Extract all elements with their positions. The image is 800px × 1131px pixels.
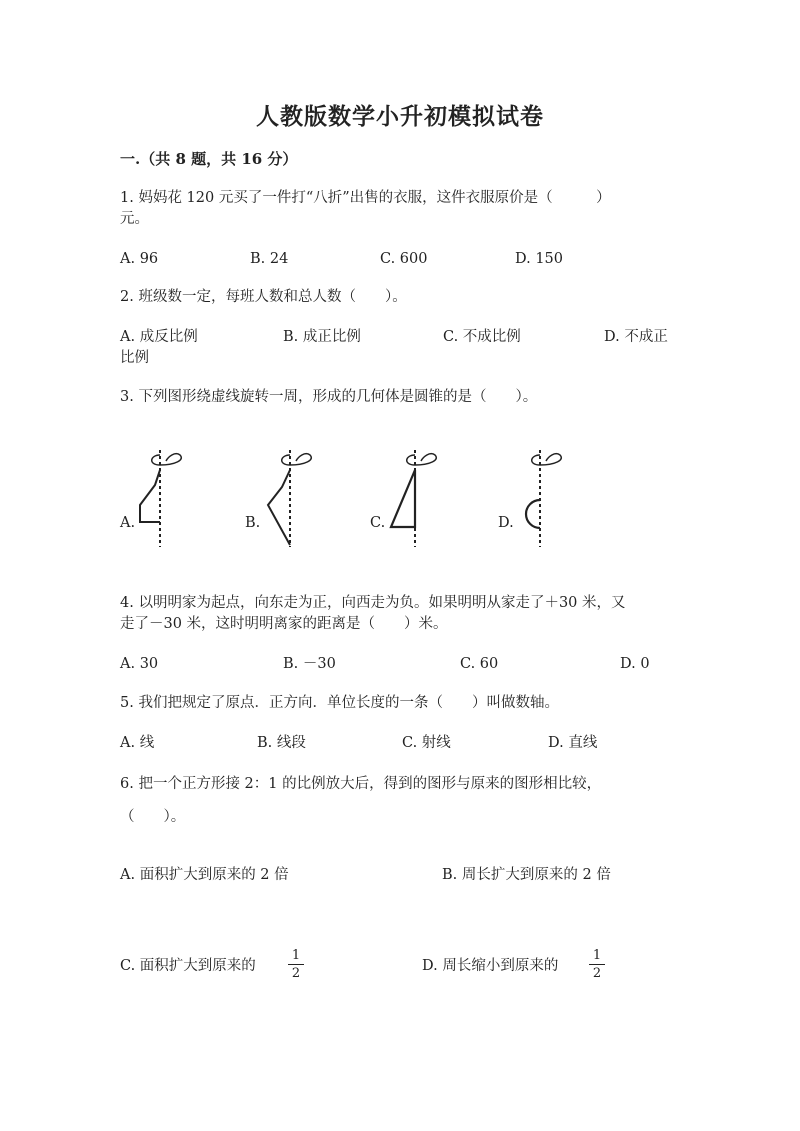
fraction-one-half-c <box>288 948 304 981</box>
question-4-option-d[interactable]: D. 0 <box>620 656 650 672</box>
figure-d-semicircle <box>510 445 570 550</box>
question-1-option-b[interactable]: B. 24 <box>250 251 289 267</box>
question-4-stem: 4. 以明明家为起点，向东走为正，向西走为负。如果明明从家走了＋30 米，又 <box>120 595 626 611</box>
question-6-option-a[interactable]: A. 面积扩大到原来的 2 倍 <box>120 867 289 883</box>
question-6-stem: 6. 把一个正方形接 2：1 的比例放大后，得到的图形与原来的图形相比较， <box>120 776 602 792</box>
figure-a-trapezoid <box>130 445 190 550</box>
question-3-option-c[interactable]: C. <box>370 515 386 531</box>
question-5-stem: 5. 我们把规定了原点．正方向．单位长度的一条（ ）叫做数轴。 <box>120 695 559 711</box>
question-6-option-b[interactable]: B. 周长扩大到原来的 2 倍 <box>442 867 611 883</box>
question-5-option-b[interactable]: B. 线段 <box>257 735 306 751</box>
question-2-option-d-cont: 比例 <box>120 350 149 366</box>
question-4-option-a[interactable]: A. 30 <box>120 656 159 672</box>
question-6-option-c[interactable]: C. 面积扩大到原来的 <box>120 958 256 974</box>
question-3-option-d[interactable]: D. <box>498 515 514 531</box>
page-title: 人教版数学小升初模拟试卷 <box>256 103 544 130</box>
fraction-denominator: 2 <box>592 966 602 981</box>
question-2-option-a[interactable]: A. 成反比例 <box>120 329 198 345</box>
question-1-option-a[interactable]: A. 96 <box>120 251 159 267</box>
question-1-stem: 1. 妈妈花 120 元买了一件打“八折”出售的衣服，这件衣服原价是（ ） <box>120 190 611 206</box>
figure-c-right-triangle <box>385 445 445 550</box>
section-heading: 一.（共 8 题，共 16 分） <box>120 150 298 168</box>
question-3-stem: 3. 下列图形绕虚线旋转一周，形成的几何体是圆锥的是（ ）。 <box>120 389 538 405</box>
question-1-option-d[interactable]: D. 150 <box>515 251 564 267</box>
fraction-one-half-d <box>589 948 605 981</box>
question-2-stem: 2. 班级数一定，每班人数和总人数（ ）。 <box>120 289 407 305</box>
figure-b-kite <box>260 445 320 550</box>
question-1-option-c[interactable]: C. 600 <box>380 251 428 267</box>
question-2-option-d[interactable]: D. 不成正 <box>604 329 668 345</box>
fraction-numerator: 1 <box>291 948 301 963</box>
question-1-stem-cont: 元。 <box>120 211 149 227</box>
question-4-option-b[interactable]: B. －30 <box>283 656 336 672</box>
fraction-denominator: 2 <box>291 966 301 981</box>
question-5-option-c[interactable]: C. 射线 <box>402 735 451 751</box>
question-6-stem-cont: （ ）。 <box>120 809 186 825</box>
question-3-option-a[interactable]: A. <box>120 515 136 531</box>
question-4-stem-cont: 走了－30 米，这时明明离家的距离是（ ）米。 <box>120 616 448 632</box>
question-5-option-d[interactable]: D. 直线 <box>548 735 598 751</box>
question-5-option-a[interactable]: A. 线 <box>120 735 155 751</box>
question-2-option-c[interactable]: C. 不成比例 <box>443 329 521 345</box>
question-4-option-c[interactable]: C. 60 <box>460 656 499 672</box>
fraction-numerator: 1 <box>592 948 602 963</box>
question-3-option-b[interactable]: B. <box>245 515 261 531</box>
question-6-option-d[interactable]: D. 周长缩小到原来的 <box>422 958 559 974</box>
question-2-option-b[interactable]: B. 成正比例 <box>283 329 361 345</box>
